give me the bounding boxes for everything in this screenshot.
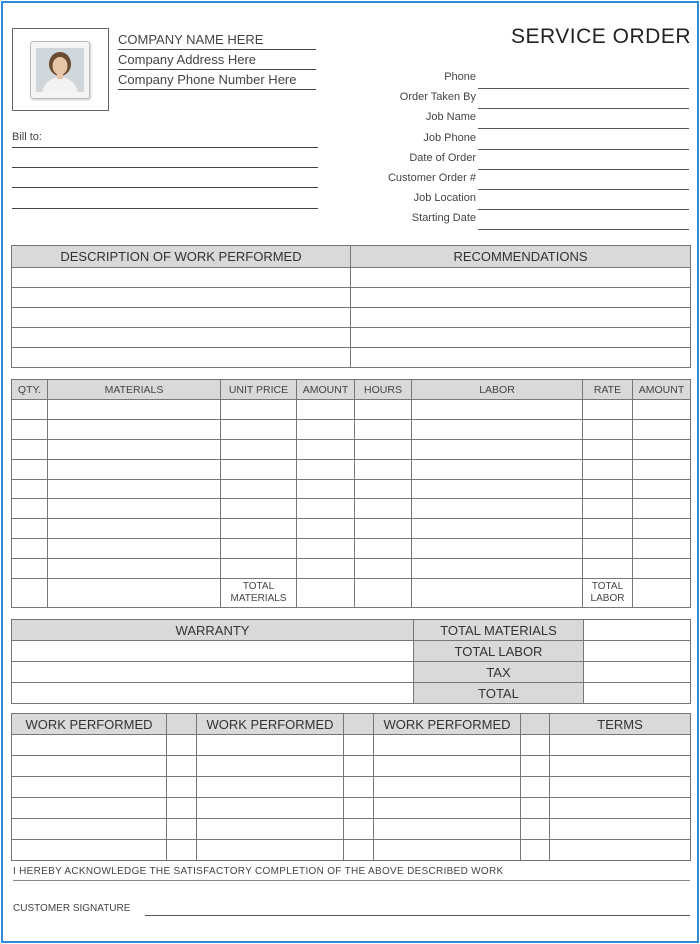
item-cell[interactable] (12, 579, 48, 608)
work-cell[interactable] (550, 819, 691, 840)
item-cell[interactable] (355, 400, 412, 420)
company-phone: Company Phone Number Here (118, 70, 316, 90)
item-cell[interactable] (297, 459, 355, 479)
item-cell[interactable] (355, 579, 412, 608)
item-cell[interactable] (633, 559, 691, 579)
item-cell[interactable] (221, 439, 297, 459)
labor-amount-header: AMOUNT (633, 380, 691, 400)
item-cell[interactable] (355, 419, 412, 439)
item-cell[interactable] (297, 439, 355, 459)
recommendations-cell[interactable] (351, 268, 691, 288)
work-cell[interactable] (12, 798, 167, 819)
bill-to-line[interactable] (12, 167, 318, 168)
work-cell[interactable] (197, 840, 344, 861)
item-cell[interactable] (12, 439, 48, 459)
item-cell[interactable] (221, 419, 297, 439)
work-cell[interactable] (374, 777, 521, 798)
qty-header: QTY. (12, 380, 48, 400)
total-materials-cell[interactable] (297, 579, 355, 608)
customer-signature-line[interactable] (145, 915, 690, 916)
item-cell[interactable] (633, 519, 691, 539)
work-cell[interactable] (550, 735, 691, 756)
work-check-cell[interactable] (521, 777, 550, 798)
terms-header: TERMS (550, 714, 691, 735)
work-check-cell[interactable] (521, 735, 550, 756)
item-cell[interactable] (412, 479, 583, 499)
item-cell[interactable] (12, 519, 48, 539)
item-cell[interactable] (583, 499, 633, 519)
work-performed-table (11, 713, 691, 861)
order-field-input-line[interactable] (478, 189, 689, 190)
order-field-input-line[interactable] (478, 209, 689, 210)
item-cell[interactable] (221, 400, 297, 420)
item-cell[interactable] (12, 419, 48, 439)
work-cell[interactable] (374, 840, 521, 861)
item-cell[interactable] (583, 459, 633, 479)
description-cell[interactable] (12, 328, 351, 348)
item-cell[interactable] (48, 419, 221, 439)
order-field-input-line[interactable] (478, 108, 689, 109)
acknowledgement-line (13, 880, 690, 881)
item-cell[interactable] (221, 459, 297, 479)
rate-header: RATE (583, 380, 633, 400)
materials-header: MATERIALS (48, 380, 221, 400)
item-cell[interactable] (412, 539, 583, 559)
total-materials-label (221, 579, 297, 608)
item-cell[interactable] (412, 459, 583, 479)
order-field-label: Starting Date (411, 212, 476, 225)
work-check-cell[interactable] (167, 756, 197, 777)
item-cell[interactable] (583, 400, 633, 420)
order-field-label: Job Phone (423, 131, 476, 144)
total-labor-cell[interactable] (633, 579, 691, 608)
item-cell[interactable] (12, 499, 48, 519)
work-row (12, 735, 691, 756)
work-row (12, 819, 691, 840)
item-cell[interactable] (221, 519, 297, 539)
work-cell[interactable] (550, 840, 691, 861)
work-check-cell[interactable] (521, 756, 550, 777)
item-cell[interactable] (297, 479, 355, 499)
item-cell[interactable] (297, 400, 355, 420)
work-check-cell[interactable] (344, 819, 374, 840)
total-label: TOTAL (414, 683, 584, 704)
order-field-label: Job Name (425, 111, 476, 124)
work-cell[interactable] (197, 798, 344, 819)
item-cell[interactable] (355, 559, 412, 579)
order-field-input-line[interactable] (478, 229, 689, 230)
work-cell[interactable] (550, 756, 691, 777)
work-cell[interactable] (197, 777, 344, 798)
item-cell[interactable] (412, 579, 583, 608)
document-title: SERVICE ORDER (511, 25, 691, 48)
work-cell[interactable] (374, 798, 521, 819)
item-cell[interactable] (412, 519, 583, 539)
warranty-cell[interactable] (12, 683, 414, 704)
description-cell[interactable] (12, 348, 351, 368)
total-materials-summary-label: TOTAL MATERIALS (414, 620, 584, 641)
warranty-cell[interactable] (12, 662, 414, 683)
item-cell[interactable] (633, 479, 691, 499)
work-cell[interactable] (12, 819, 167, 840)
amount-header: AMOUNT (297, 380, 355, 400)
bill-to-line[interactable] (12, 147, 318, 148)
item-cell[interactable] (297, 519, 355, 539)
order-field-label: Job Location (413, 192, 476, 205)
total-materials-summary-value[interactable] (584, 620, 691, 641)
warranty-header: WARRANTY (12, 620, 414, 641)
item-cell[interactable] (48, 579, 221, 608)
description-cell[interactable] (12, 268, 351, 288)
bill-to-label: Bill to: (12, 131, 42, 143)
work-cell[interactable] (197, 756, 344, 777)
item-row (12, 559, 691, 579)
work-check-cell[interactable] (521, 840, 550, 861)
tax-value[interactable] (584, 662, 691, 683)
work-check-cell[interactable] (521, 798, 550, 819)
customer-signature-label: CUSTOMER SIGNATURE (13, 903, 131, 914)
bill-to-line[interactable] (12, 187, 318, 188)
item-cell[interactable] (583, 439, 633, 459)
item-cell[interactable] (355, 539, 412, 559)
work-check-cell[interactable] (344, 840, 374, 861)
item-cell[interactable] (583, 559, 633, 579)
item-cell[interactable] (355, 479, 412, 499)
work-performed-header-1: WORK PERFORMED (12, 714, 167, 735)
total-materials-text: TOTAL MATERIALS (230, 581, 287, 605)
item-row (12, 400, 691, 420)
item-cell[interactable] (633, 439, 691, 459)
totals-table (11, 619, 691, 704)
work-check-header (344, 714, 374, 735)
work-performed-header-3: WORK PERFORMED (374, 714, 521, 735)
item-cell[interactable] (412, 559, 583, 579)
item-row (12, 519, 691, 539)
work-row (12, 756, 691, 777)
company-address: Company Address Here (118, 50, 316, 70)
bill-to-line[interactable] (12, 208, 318, 209)
item-cell[interactable] (48, 439, 221, 459)
item-row (12, 479, 691, 499)
order-field-input-line[interactable] (478, 88, 689, 89)
unit-price-header: UNIT PRICE (221, 380, 297, 400)
item-cell[interactable] (297, 539, 355, 559)
work-check-cell[interactable] (521, 819, 550, 840)
work-check-cell[interactable] (344, 735, 374, 756)
item-cell[interactable] (633, 539, 691, 559)
work-performed-header-2: WORK PERFORMED (197, 714, 344, 735)
total-labor-summary-label: TOTAL LABOR (414, 641, 584, 662)
total-labor-summary-value[interactable] (584, 641, 691, 662)
item-cell[interactable] (355, 499, 412, 519)
warranty-cell[interactable] (12, 641, 414, 662)
order-field-input-line[interactable] (478, 149, 689, 150)
work-check-cell[interactable] (167, 840, 197, 861)
item-cell[interactable] (48, 400, 221, 420)
work-cell[interactable] (12, 735, 167, 756)
item-cell[interactable] (633, 419, 691, 439)
work-cell[interactable] (197, 819, 344, 840)
item-cell[interactable] (412, 419, 583, 439)
acknowledgement-text: I HEREBY ACKNOWLEDGE THE SATISFACTORY COMPLETION OF THE ABOVE DESCRIBED WORK (13, 866, 504, 877)
order-field-label: Order Taken By (399, 91, 476, 104)
item-cell[interactable] (412, 400, 583, 420)
order-field-label: Customer Order # (387, 172, 476, 184)
item-cell[interactable] (355, 519, 412, 539)
item-row (12, 439, 691, 459)
work-check-header (521, 714, 550, 735)
work-check-cell[interactable] (167, 819, 197, 840)
item-cell[interactable] (633, 459, 691, 479)
work-cell[interactable] (12, 840, 167, 861)
item-cell[interactable] (12, 479, 48, 499)
total-labor-text: TOTAL LABOR (590, 581, 625, 605)
item-cell[interactable] (412, 499, 583, 519)
item-cell[interactable] (297, 419, 355, 439)
item-cell[interactable] (583, 539, 633, 559)
item-cell[interactable] (221, 559, 297, 579)
item-cell[interactable] (583, 519, 633, 539)
work-check-cell[interactable] (167, 798, 197, 819)
item-row (12, 419, 691, 439)
item-row (12, 499, 691, 519)
item-row (12, 539, 691, 559)
item-cell[interactable] (412, 439, 583, 459)
work-cell[interactable] (550, 777, 691, 798)
recommendations-cell[interactable] (351, 288, 691, 308)
work-check-cell[interactable] (344, 777, 374, 798)
item-cell[interactable] (583, 479, 633, 499)
item-cell[interactable] (48, 559, 221, 579)
work-row (12, 777, 691, 798)
item-cell[interactable] (297, 499, 355, 519)
total-value[interactable] (584, 683, 691, 704)
total-labor-label (583, 579, 633, 608)
work-check-cell[interactable] (167, 777, 197, 798)
item-cell[interactable] (633, 499, 691, 519)
person-photo-icon (30, 41, 90, 99)
company-name: COMPANY NAME HERE (118, 30, 316, 50)
work-row (12, 798, 691, 819)
description-table (11, 245, 691, 368)
item-cell[interactable] (355, 459, 412, 479)
work-row (12, 840, 691, 861)
work-cell[interactable] (374, 819, 521, 840)
item-cell[interactable] (12, 539, 48, 559)
order-field-input-line[interactable] (478, 169, 689, 170)
item-cell[interactable] (48, 479, 221, 499)
item-row (12, 459, 691, 479)
work-cell[interactable] (374, 735, 521, 756)
work-check-header (167, 714, 197, 735)
description-cell[interactable] (12, 288, 351, 308)
item-cell[interactable] (221, 539, 297, 559)
order-field-input-line[interactable] (478, 128, 689, 129)
item-cell[interactable] (48, 539, 221, 559)
tax-label: TAX (414, 662, 584, 683)
item-cell[interactable] (221, 499, 297, 519)
recommendations-cell[interactable] (351, 328, 691, 348)
hours-header: HOURS (355, 380, 412, 400)
work-cell[interactable] (550, 798, 691, 819)
item-cell[interactable] (355, 439, 412, 459)
labor-header: LABOR (412, 380, 583, 400)
description-cell[interactable] (12, 308, 351, 328)
work-check-cell[interactable] (167, 735, 197, 756)
work-cell[interactable] (197, 735, 344, 756)
item-cell[interactable] (12, 459, 48, 479)
work-check-cell[interactable] (344, 756, 374, 777)
work-cell[interactable] (374, 756, 521, 777)
item-cell[interactable] (633, 400, 691, 420)
item-cell[interactable] (48, 459, 221, 479)
recommendations-cell[interactable] (351, 348, 691, 368)
items-table (11, 379, 691, 608)
work-cell[interactable] (12, 777, 167, 798)
item-cell[interactable] (48, 499, 221, 519)
recommendations-header: RECOMMENDATIONS (351, 246, 691, 268)
work-check-cell[interactable] (344, 798, 374, 819)
item-cell[interactable] (12, 559, 48, 579)
item-cell[interactable] (297, 559, 355, 579)
recommendations-cell[interactable] (351, 308, 691, 328)
item-cell[interactable] (12, 400, 48, 420)
item-cell[interactable] (48, 519, 221, 539)
description-header: DESCRIPTION OF WORK PERFORMED (12, 246, 351, 268)
order-field-label: Phone (444, 71, 476, 83)
work-cell[interactable] (12, 756, 167, 777)
item-cell[interactable] (221, 479, 297, 499)
item-cell[interactable] (583, 419, 633, 439)
order-field-label: Date of Order (409, 151, 476, 164)
